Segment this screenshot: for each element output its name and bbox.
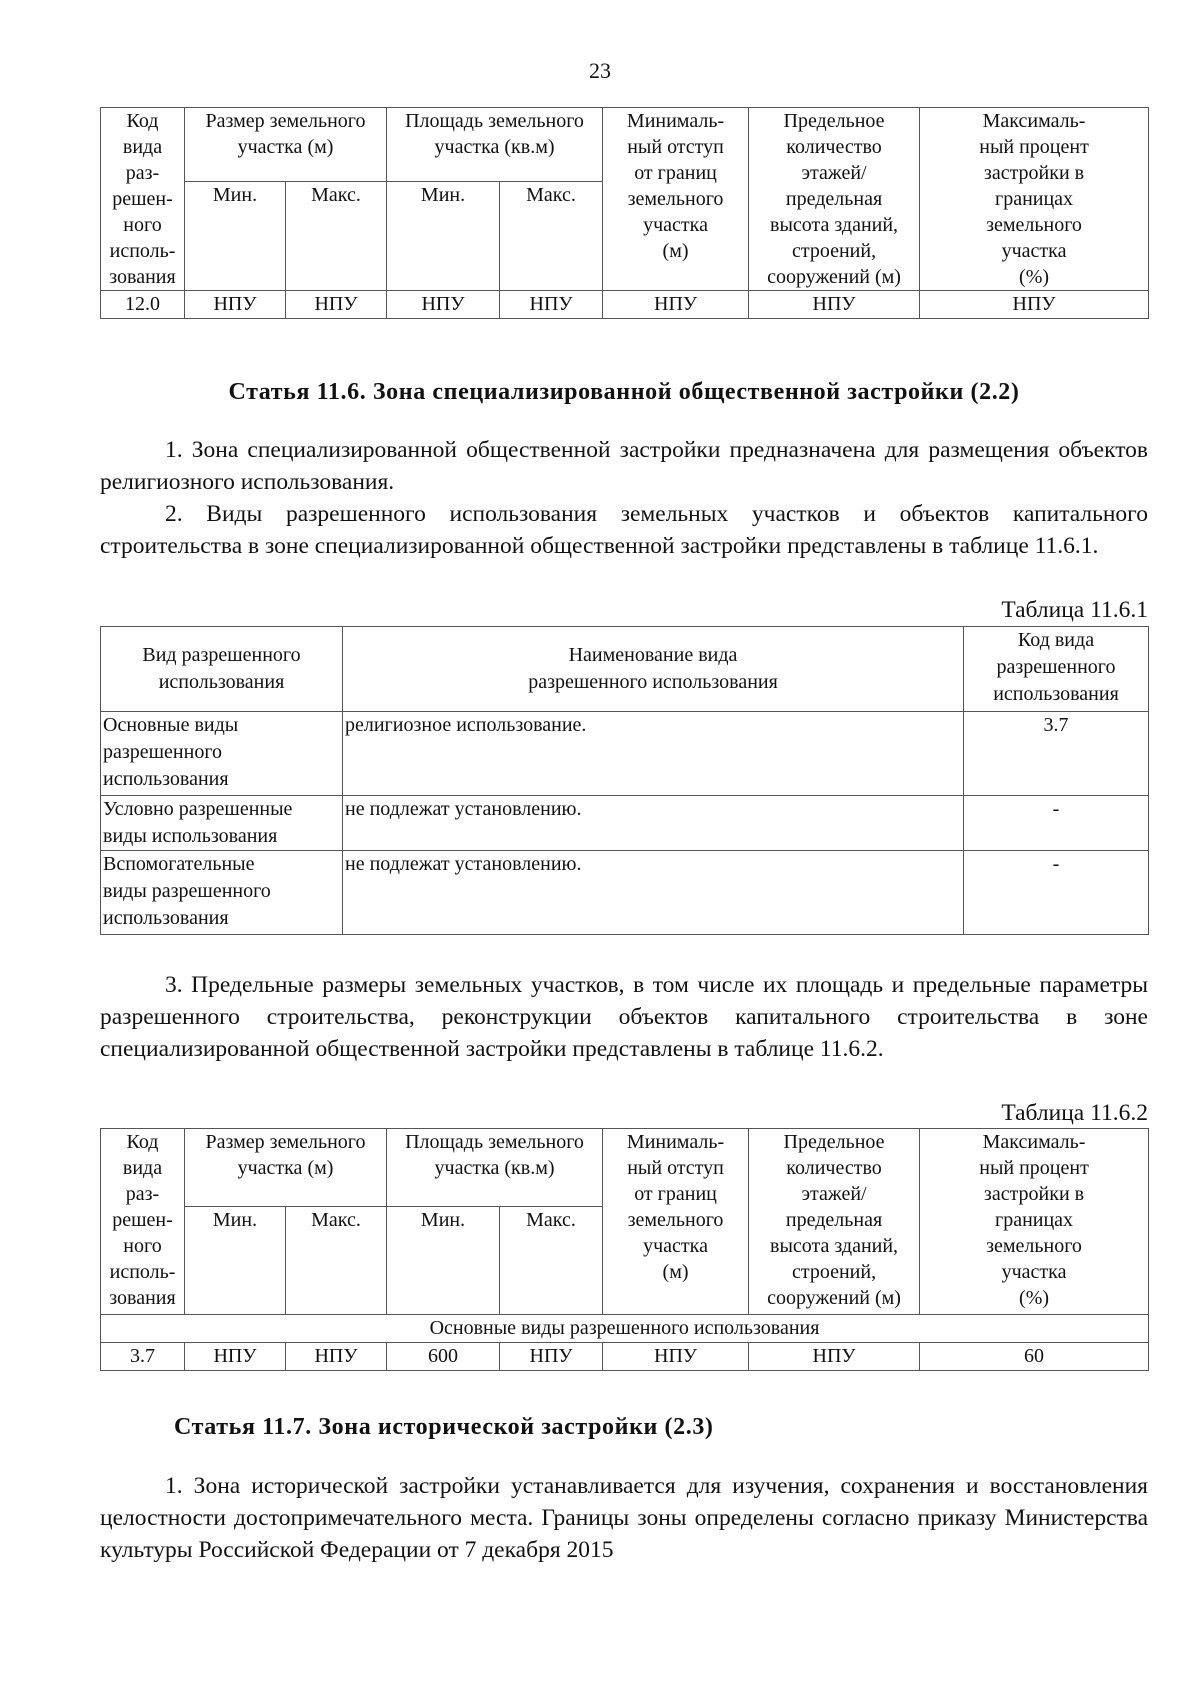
group-row-main-uses: Основные виды разрешенного использования xyxy=(101,1315,1149,1343)
cell-line: застройки в xyxy=(983,1183,1085,1205)
cell-line: застройки в xyxy=(983,162,1085,184)
cell-line: участка xyxy=(643,214,708,236)
header-area-min: Мин. xyxy=(387,1207,500,1315)
cell: НПУ xyxy=(603,1343,749,1371)
header-area-max: Макс. xyxy=(500,181,603,290)
cell-line: Размер земельного xyxy=(205,110,366,132)
cell-line: этажей/ xyxy=(801,1183,867,1205)
cell-line: участка (м) xyxy=(237,1157,334,1179)
cell: не подлежат установлению. xyxy=(343,851,964,935)
header-size xyxy=(185,1129,387,1207)
cell-line: (м) xyxy=(662,1261,689,1283)
cell-line: решен- xyxy=(112,188,173,210)
table-row xyxy=(101,291,1149,319)
cell-line: ный процент xyxy=(979,136,1089,158)
cell: НПУ xyxy=(749,1343,920,1371)
cell-line: виды разрешенного xyxy=(103,880,271,902)
cell-line: участка (кв.м) xyxy=(434,1157,555,1179)
cell-line: ного xyxy=(123,214,162,236)
cell-line: Минималь- xyxy=(626,110,725,132)
cell-line: Вспомогательные xyxy=(103,853,255,875)
cell-line: использования xyxy=(103,768,229,790)
section-heading-11-6: Статья 11.6. Зона специализированной общественной застройки (2.2) xyxy=(228,379,1020,405)
params-table-top xyxy=(100,107,1149,319)
cell-line: виды использования xyxy=(103,825,278,847)
cell-line: границах xyxy=(994,188,1074,210)
cell-line: зования xyxy=(109,1287,176,1309)
cell-line: высота зданий, xyxy=(770,1235,899,1257)
cell-line: участка xyxy=(1001,240,1067,262)
cell-line: Минималь- xyxy=(626,1131,725,1153)
cell-line: исполь- xyxy=(109,240,176,262)
cell-line: ный процент xyxy=(979,1157,1089,1179)
cell xyxy=(101,712,343,796)
cell-line: ный отступ xyxy=(627,136,724,158)
cell-line: участка (кв.м) xyxy=(434,136,555,158)
cell-line: Наименование вида xyxy=(568,644,738,666)
cell: 3.7 xyxy=(964,712,1149,796)
cell-line: ного xyxy=(123,1235,162,1257)
cell-line: Предельное xyxy=(783,110,885,132)
cell-line: Вид разрешенного xyxy=(142,644,301,666)
header-floors xyxy=(749,1129,920,1315)
cell-line: этажей/ xyxy=(801,162,867,184)
header-size-min: Мин. xyxy=(185,1207,286,1315)
cell-line: разрешенного xyxy=(103,741,223,763)
cell: религиозное использование. xyxy=(343,712,964,796)
cell-line: границах xyxy=(994,1209,1074,1231)
cell: НПУ xyxy=(920,291,1149,319)
cell: 12.0 xyxy=(101,291,185,319)
table-row xyxy=(101,1343,1149,1371)
cell-line: от границ xyxy=(634,162,717,184)
header-area-min: Мин. xyxy=(387,181,500,290)
cell-line: вида xyxy=(122,136,163,158)
header-setback xyxy=(603,108,749,291)
header-floors xyxy=(749,108,920,291)
header-size-min: Мин. xyxy=(185,181,286,290)
cell: НПУ xyxy=(185,291,286,319)
section-heading-11-7: Статья 11.7. Зона исторической застройки (2.3) xyxy=(174,1414,714,1440)
cell-line: строений, xyxy=(791,240,877,262)
cell-line: строений, xyxy=(791,1261,877,1283)
t1-header-name xyxy=(343,627,964,712)
cell-line: зования xyxy=(109,266,176,288)
cell: не подлежат установлению. xyxy=(343,796,964,851)
cell-line: исполь- xyxy=(109,1261,176,1283)
cell-line: земельного xyxy=(986,214,1082,236)
cell-line: (%) xyxy=(1019,266,1050,288)
cell-line: высота зданий, xyxy=(770,214,899,236)
cell-line: количество xyxy=(786,1157,882,1179)
paragraph-11-7-1: 1. Зона исторической застройки устанавливается для изучения, сохранения и восстановления целостности достопримечательного места. Границы зоны определены согласно приказу Министерства культуры Российской Федерации от 7 декабря 2015 xyxy=(100,1473,1148,1563)
cell: НПУ xyxy=(387,291,500,319)
cell: - xyxy=(964,796,1149,851)
paragraph-11-6-1: 1. Зона специализированной общественной застройки предназначена для размещения объектов религиозного использования. xyxy=(100,437,1148,495)
cell: НПУ xyxy=(185,1343,286,1371)
t1-header-type xyxy=(101,627,343,712)
cell-line: Размер земельного xyxy=(205,1131,366,1153)
table-caption-11-6-1: Таблица 11.6.1 xyxy=(1001,597,1148,623)
table-caption-11-6-2: Таблица 11.6.2 xyxy=(1001,1100,1148,1126)
cell-line: Код вида xyxy=(1017,629,1095,651)
header-percent xyxy=(920,1129,1149,1315)
cell-line: Площадь земельного xyxy=(405,1131,584,1153)
header-size-max: Макс. xyxy=(286,181,387,290)
cell-line: разрешенного использования xyxy=(528,671,778,693)
cell-line: ный отступ xyxy=(627,1157,724,1179)
cell: НПУ xyxy=(500,1343,603,1371)
cell-line: Код xyxy=(126,110,159,132)
cell: 60 xyxy=(920,1343,1149,1371)
table-row xyxy=(101,796,1149,851)
header-area-max: Макс. xyxy=(500,1207,603,1315)
header-size xyxy=(185,108,387,182)
cell-line: предельная xyxy=(785,1209,883,1231)
cell-line: сооружений (м) xyxy=(767,1287,901,1309)
cell-line: разрешенного xyxy=(996,656,1116,678)
cell: - xyxy=(964,851,1149,935)
header-setback xyxy=(603,1129,749,1315)
paragraph-11-6-2: 2. Виды разрешенного использования земельных участков и объектов капитального строительства в зоне специализированной общественной застройки представлены в таблице 11.6.1. xyxy=(100,501,1148,559)
cell-line: вида xyxy=(122,1157,163,1179)
cell: 3.7 xyxy=(101,1343,185,1371)
table-11-6-2 xyxy=(100,1128,1149,1371)
cell xyxy=(101,796,343,851)
header-code xyxy=(101,1129,185,1315)
cell-line: участка xyxy=(1001,1261,1067,1283)
cell-line: раз- xyxy=(125,162,160,184)
cell xyxy=(101,851,343,935)
header-area xyxy=(387,1129,603,1207)
table-row xyxy=(101,851,1149,935)
cell-line: использования xyxy=(158,671,285,693)
cell: НПУ xyxy=(500,291,603,319)
cell-line: от границ xyxy=(634,1183,717,1205)
paragraph-11-6-3: 3. Предельные размеры земельных участков, в том числе их площадь и предельные параметры разрешенного строительства, реконструкции объектов капитального строительства в зоне специализированной общественной застройки представлены в таблице 11.6.2. xyxy=(100,972,1148,1062)
cell-line: земельного xyxy=(627,188,724,210)
cell-line: участка (м) xyxy=(237,136,334,158)
cell-line: Максималь- xyxy=(982,110,1086,132)
cell-line: Площадь земельного xyxy=(405,110,584,132)
cell-line: Основные виды xyxy=(103,714,239,736)
header-size-max: Макс. xyxy=(286,1207,387,1315)
cell-line: (%) xyxy=(1019,1287,1050,1309)
cell-line: Код xyxy=(126,1131,159,1153)
cell: 600 xyxy=(387,1343,500,1371)
cell-line: количество xyxy=(786,136,882,158)
cell-line: раз- xyxy=(125,1183,160,1205)
cell-line: предельная xyxy=(785,188,883,210)
cell-line: использования xyxy=(993,683,1119,705)
cell: НПУ xyxy=(603,291,749,319)
cell-line: (м) xyxy=(662,240,689,262)
cell-line: земельного xyxy=(986,1235,1082,1257)
cell-line: Максималь- xyxy=(982,1131,1086,1153)
cell-line: земельного xyxy=(627,1209,724,1231)
cell-line: использования xyxy=(103,907,229,929)
cell: НПУ xyxy=(286,1343,387,1371)
header-area xyxy=(387,108,603,182)
t1-header-code xyxy=(964,627,1149,712)
cell-line: сооружений (м) xyxy=(767,266,901,288)
cell-line: решен- xyxy=(112,1209,173,1231)
page-number: 23 xyxy=(589,58,611,83)
cell-line: участка xyxy=(643,1235,708,1257)
header-code xyxy=(101,108,185,291)
header-percent xyxy=(920,108,1149,291)
table-11-6-1 xyxy=(100,626,1149,935)
cell-line: Условно разрешенные xyxy=(103,798,293,820)
cell: НПУ xyxy=(749,291,920,319)
table-row xyxy=(101,712,1149,796)
cell-line: Предельное xyxy=(783,1131,885,1153)
cell: НПУ xyxy=(286,291,387,319)
